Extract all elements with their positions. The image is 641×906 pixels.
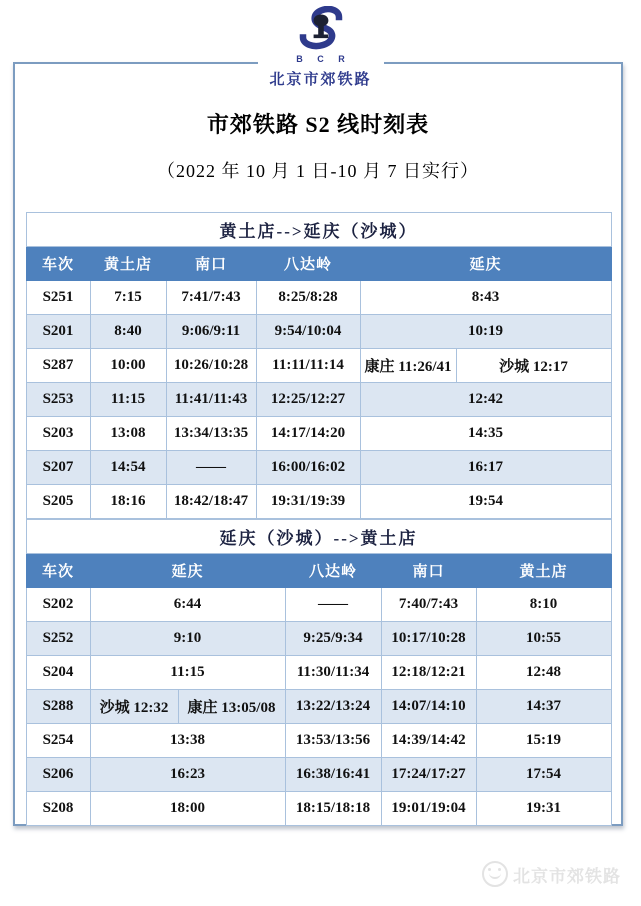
time-cell: 11:15	[90, 656, 285, 690]
time-cell: ——	[285, 588, 381, 622]
time-cell: 10:55	[476, 622, 611, 656]
footer-watermark	[482, 861, 621, 887]
time-cell: 18:16	[90, 485, 166, 519]
column-header: 延庆	[90, 554, 285, 588]
table-row	[26, 383, 611, 417]
time-cell: 15:19	[476, 724, 611, 758]
time-cell: 11:11/11:14	[256, 349, 360, 383]
page-title: 市郊铁路 S2 线时刻表	[206, 112, 430, 137]
time-cell: 7:15	[90, 281, 166, 315]
time-cell: 18:15/18:18	[285, 792, 381, 826]
train-number: S288	[26, 690, 90, 724]
train-number: S254	[26, 724, 90, 758]
time-cell: 19:31	[476, 792, 611, 826]
section-title: 黄土店-->延庆（沙城）	[26, 213, 611, 247]
column-header: 黄土店	[476, 554, 611, 588]
time-cell: 19:54	[360, 485, 611, 519]
timetable-tables	[26, 212, 611, 826]
train-number: S252	[26, 622, 90, 656]
time-cell: 13:08	[90, 417, 166, 451]
train-number: S203	[26, 417, 90, 451]
train-number: S205	[26, 485, 90, 519]
train-number: S253	[26, 383, 90, 417]
time-cell: 14:07/14:10	[381, 690, 476, 724]
column-header: 车次	[26, 247, 90, 281]
time-cell: 8:10	[476, 588, 611, 622]
time-cell: 8:25/8:28	[256, 281, 360, 315]
timetable-1	[26, 212, 612, 519]
timetable-border-box	[13, 62, 623, 826]
column-header: 八达岭	[256, 247, 360, 281]
time-cell: 康庄 11:26/41	[360, 349, 456, 383]
time-cell: 14:35	[360, 417, 611, 451]
time-cell: 11:30/11:34	[285, 656, 381, 690]
column-header: 南口	[381, 554, 476, 588]
time-cell: 10:17/10:28	[381, 622, 476, 656]
table-row	[26, 656, 611, 690]
time-cell: 12:18/12:21	[381, 656, 476, 690]
time-cell: 13:22/13:24	[285, 690, 381, 724]
table-row	[26, 690, 611, 724]
table-row	[26, 315, 611, 349]
table-row	[26, 792, 611, 826]
time-cell: 13:53/13:56	[285, 724, 381, 758]
time-cell: 14:37	[476, 690, 611, 724]
column-header: 八达岭	[285, 554, 381, 588]
table-row	[26, 588, 611, 622]
bcr-roundel-icon	[482, 861, 508, 887]
time-cell: 6:44	[90, 588, 285, 622]
column-header: 南口	[166, 247, 256, 281]
table-row	[26, 724, 611, 758]
table-row	[26, 349, 611, 383]
time-cell: 14:17/14:20	[256, 417, 360, 451]
time-cell: 10:00	[90, 349, 166, 383]
table-row	[26, 281, 611, 315]
time-cell: 9:25/9:34	[285, 622, 381, 656]
time-cell: 9:54/10:04	[256, 315, 360, 349]
time-cell: 13:34/13:35	[166, 417, 256, 451]
bcr-letters: B C R	[296, 54, 351, 64]
time-cell: 8:40	[90, 315, 166, 349]
time-cell: 12:25/12:27	[256, 383, 360, 417]
bcr-s-mark-icon	[291, 6, 349, 52]
section-title: 延庆（沙城）-->黄土店	[26, 520, 611, 554]
time-cell: 14:54	[90, 451, 166, 485]
time-cell: 18:00	[90, 792, 285, 826]
time-cell: 10:26/10:28	[166, 349, 256, 383]
bcr-company-name: 北京市郊铁路	[269, 71, 372, 88]
train-number: S202	[26, 588, 90, 622]
column-header: 黄土店	[90, 247, 166, 281]
time-cell: 19:01/19:04	[381, 792, 476, 826]
column-header: 延庆	[360, 247, 611, 281]
time-cell: 9:10	[90, 622, 285, 656]
train-number: S201	[26, 315, 90, 349]
table-row	[26, 758, 611, 792]
time-cell: 8:43	[360, 281, 611, 315]
table-row	[26, 485, 611, 519]
time-cell: 12:48	[476, 656, 611, 690]
time-cell: 7:40/7:43	[381, 588, 476, 622]
time-cell: 16:23	[90, 758, 285, 792]
time-cell: 13:38	[90, 724, 285, 758]
table-row	[26, 622, 611, 656]
time-cell: ——	[166, 451, 256, 485]
bcr-logo	[257, 6, 383, 89]
time-cell: 11:41/11:43	[166, 383, 256, 417]
train-number: S251	[26, 281, 90, 315]
time-cell: 12:42	[360, 383, 611, 417]
time-cell: 16:00/16:02	[256, 451, 360, 485]
footer-brand-text: 北京市郊铁路	[513, 866, 621, 886]
time-cell: 康庄 13:05/08	[178, 690, 285, 724]
train-number: S287	[26, 349, 90, 383]
train-number: S208	[26, 792, 90, 826]
timetable-2	[26, 519, 612, 826]
time-cell: 16:17	[360, 451, 611, 485]
column-header: 车次	[26, 554, 90, 588]
train-number: S204	[26, 656, 90, 690]
time-cell: 11:15	[90, 383, 166, 417]
validity-dates: （2022 年 10 月 1 日-10 月 7 日实行）	[157, 161, 479, 181]
table-row	[26, 451, 611, 485]
time-cell: 9:06/9:11	[166, 315, 256, 349]
time-cell: 17:54	[476, 758, 611, 792]
time-cell: 沙城 12:32	[90, 690, 178, 724]
table-row	[26, 417, 611, 451]
train-number: S207	[26, 451, 90, 485]
time-cell: 10:19	[360, 315, 611, 349]
time-cell: 16:38/16:41	[285, 758, 381, 792]
train-number: S206	[26, 758, 90, 792]
time-cell: 14:39/14:42	[381, 724, 476, 758]
time-cell: 沙城 12:17	[456, 349, 611, 383]
time-cell: 7:41/7:43	[166, 281, 256, 315]
time-cell: 19:31/19:39	[256, 485, 360, 519]
time-cell: 17:24/17:27	[381, 758, 476, 792]
time-cell: 18:42/18:47	[166, 485, 256, 519]
